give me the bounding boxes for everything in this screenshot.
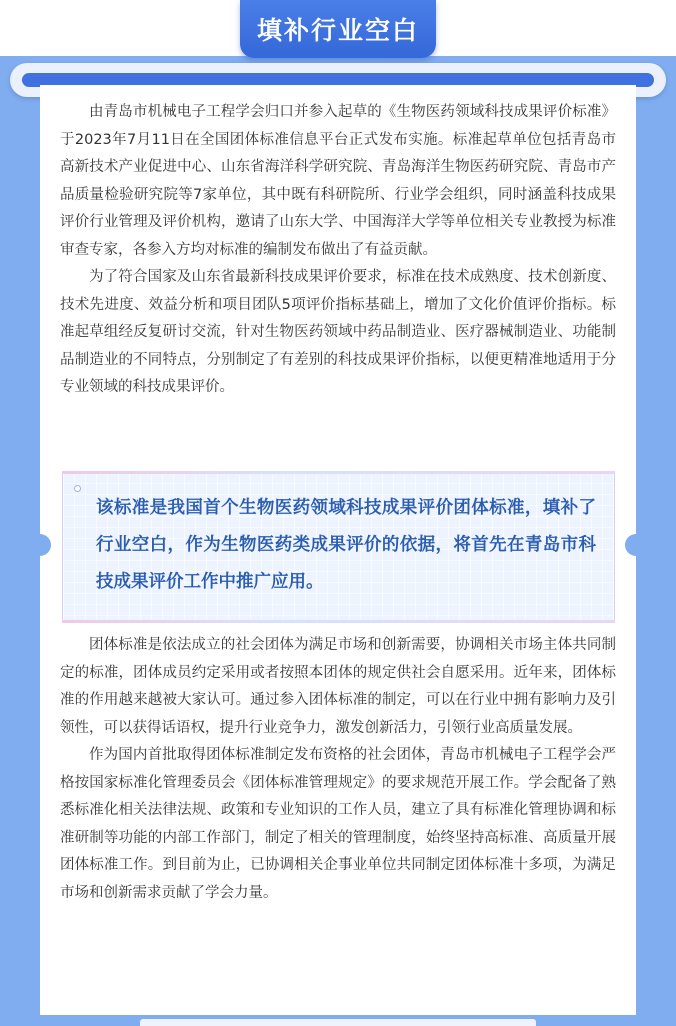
article-bottom [60,632,616,907]
card-notch-right [625,534,647,556]
page-title: 填补行业空白 [256,16,419,45]
card-notch-left [29,534,51,556]
paragraph-3: 团体标准是依法成立的社会团体为满足市场和创新需要，协调相关市场主体共同制定的标准，团体成员约定采用或者按照本团体的规定供社会自愿采用。近年来，团体标准的作用越来越被大家认可。通过参入团体标准的制定，可以在行业中拥有影响力及引领性，可以获得话语权，提升行业竞争力，激发创新活力，引领行业高质量发展。 [60,637,616,736]
paragraph-4: 作为国内首批取得团体标准制定发布资格的社会团体，青岛市机械电子工程学会严格按国家标准化管理委员会《团体标准管理规定》的要求规范开展工作。学会配备了熟悉标准化相关法律法规、政策和专业知识的工作人员，建立了具有标准化管理协调和标准研制等功能的内部工作部门，制定了相关的管理制度，始终坚持高标准、高质量开展团体标准工作。到目前为止，已协调相关企事业单位共同制定团体标准十多项，为满足市场和创新需求贡献了学会力量。 [60,747,616,901]
bottom-strip [140,1019,536,1026]
title-tab [240,0,436,58]
paragraph-1: 由青岛市机械电子工程学会归口并参入起草的《生物医药领域科技成果评价标准》于2023年7月11日在全国团体标准信息平台正式发布实施。标准起草单位包括青岛市高新技术产业促进中心、山东省海洋科学研究院、青岛海洋生物医药研究院、青岛市产品质量检验研究院等7家单位，其中既有科研院所、行业学会组织，同时涵盖科技成果评价行业管理及评价机构，邀请了山东大学、中国海洋大学等单位相关专业教授为标准审查专家，各参入方均对标准的编制发布做出了有益贡献。 [60,104,616,258]
article-top [60,99,616,402]
bullet-dot-icon [74,485,81,492]
paragraph-2: 为了符合国家及山东省最新科技成果评价要求，标准在技术成熟度、技术创新度、技术先进度、效益分析和项目团队5项评价指标基础上，增加了文化价值评价指标。标准起草组经反复研讨交流，针对生物医药领域中药品制造业、医疗器械制造业、功能制品制造业的不同特点，分别制定了有差别的科技成果评价指标，以便更精准地适用于分专业领域的科技成果评价。 [60,269,616,395]
highlight-border-top [62,471,615,474]
highlight-border-bottom [62,620,615,623]
highlight-quote: 该标准是我国首个生物医药领域科技成果评价团体标准，填补了行业空白，作为生物医药类成果评价的依据，将首先在青岛市科技成果评价工作中推广应用。 [96,498,596,592]
